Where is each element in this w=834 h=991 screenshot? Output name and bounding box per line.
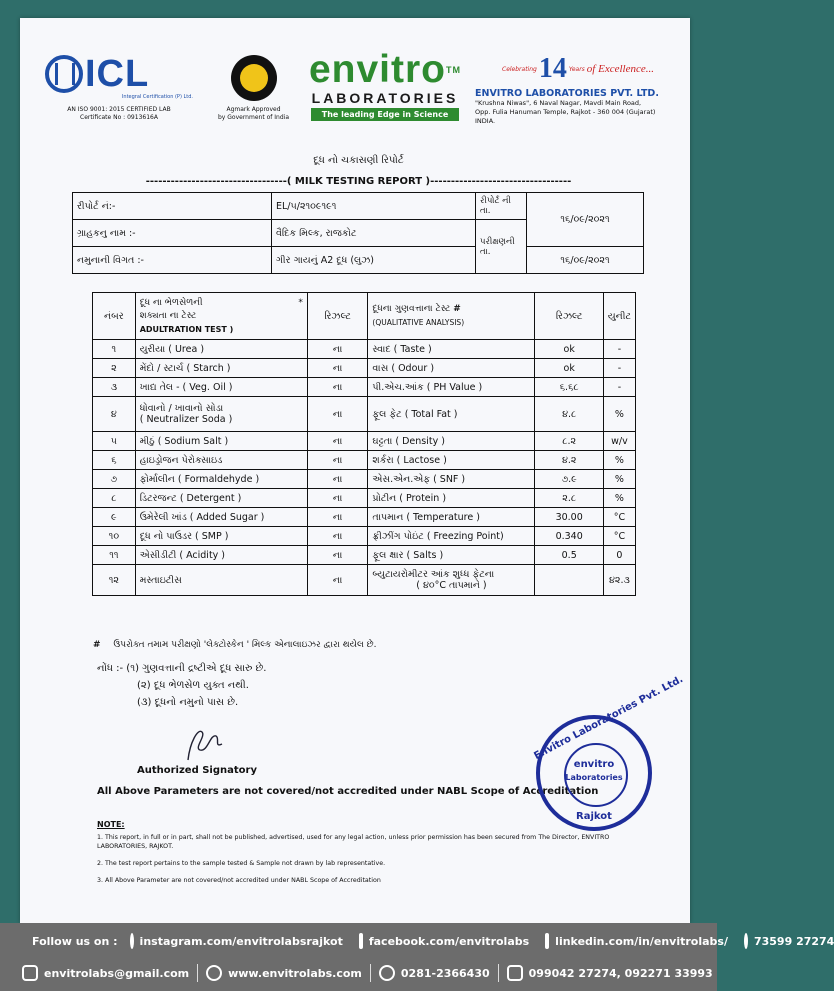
table-body [93,340,636,596]
table-header-row [93,293,636,340]
unit [603,340,635,359]
col-header-result2: રિઝલ્ટ [535,293,603,340]
adulteration-result-text: ના [332,362,343,374]
adulteration-result-text: ના [332,492,343,504]
remarks-label: નોંધ :- [97,663,124,674]
qualitative-test [368,565,535,596]
row-number [93,378,136,397]
adulteration-result [307,451,368,470]
qualitative-test-text: ફૂલ ક્ષાર ( Salts ) [372,549,444,561]
icl-cert-line1: AN ISO 9001: 2015 CERTIFIED LAB [67,106,171,113]
qualitative-result [535,489,603,508]
report-title-english: ----------------------------------( MILK TESTING REPORT )---------------------------------- [145,176,572,187]
unit-text: - [617,343,622,355]
report-no-label: રીપોર્ટ નં:- [73,193,272,220]
unit-text: °C [613,530,626,542]
years-number: 14 [538,53,567,84]
row-number [93,508,136,527]
icl-logo [45,55,193,122]
unit-text: % [614,473,624,485]
row-number [93,340,136,359]
unit-text: ૪૨.૩ [609,574,630,586]
row-number [93,489,136,508]
test-date-label: પરીક્ષણની તા. [476,220,527,274]
adulteration-result [307,546,368,565]
adulteration-test [135,565,307,596]
row-number-text: ૨ [111,362,117,374]
table-row [93,470,636,489]
icl-mark [45,55,193,93]
whatsapp-icon [744,933,748,949]
stamp-center-2: Laboratories [565,773,623,782]
qualitative-test-text: એસ.એન.એફ ( SNF ) [372,473,466,485]
qualitative-result [535,508,603,527]
adulteration-test-text-line2: ( Neutralizer Soda ) [139,414,233,425]
qualitative-result-text: ૨.૮ [562,492,577,504]
phone-icon [379,965,395,981]
qualitative-test [368,527,535,546]
stamp-ring-text: Envitro Laboratories Pvt. Ltd. [532,673,686,763]
adulteration-result-text: ના [332,530,343,542]
report-date-label: રીપોર્ટ ની તા. [476,193,527,220]
customer-label: ગ્રાહકનુ નામ :- [73,220,272,247]
footer-bar [0,923,834,991]
notes-block [97,820,642,893]
unit [603,489,635,508]
icl-cert-line2: Certificate No : 0913616A [80,114,158,121]
row-number-text: ૫ [110,435,117,447]
qualitative-test [368,489,535,508]
adulteration-test-text: મસ્તાઇટીસ [139,574,182,586]
adulteration-header-text1: દૂધ ના ભેળસેળની [139,297,203,308]
customer-value: વૈદિક મિલ્ક, રાજકોટ [272,220,476,247]
qualitative-test [368,546,535,565]
qualitative-header-line2: (QUALITATIVE ANALYSIS) [372,318,465,327]
table-row [93,340,636,359]
table-row [93,527,636,546]
qualitative-result [535,359,603,378]
qualitative-result [535,470,603,489]
col-header-result1: રિઝલ્ટ [307,293,368,340]
qualitative-test-text: બ્યુટાયરોમીટર આંક શુધ્ધ ફેટના [372,569,495,580]
qualitative-test [368,432,535,451]
adulteration-result [307,527,368,546]
adulteration-result [307,470,368,489]
adulteration-test [135,397,307,432]
qualitative-test [368,451,535,470]
row-number [93,397,136,432]
adulteration-result-text: ના [332,408,343,420]
adulteration-result [307,378,368,397]
landline-number: 0281-2366430 [400,966,490,980]
envitro-word: envitro [308,48,447,91]
unit-text: °C [613,511,626,523]
unit-text: w/v [611,435,628,447]
unit [603,546,635,565]
col-header-qualitative [368,293,535,340]
row-number-text: ૧૧ [109,549,119,561]
adulteration-result [307,508,368,527]
globe-icon [45,55,83,93]
row-number [93,432,136,451]
adulteration-header-line3: ADULTRATION TEST ) [139,324,234,334]
follow-label: Follow us on : [32,934,118,948]
envitro-wordmark [305,50,465,90]
unit-text: 0 [616,549,623,561]
row-number-text: ૧૨ [108,574,119,586]
table-row [93,432,636,451]
milk-test-table [92,292,636,596]
analyzer-footnote [93,640,377,650]
adulteration-test-text: ફોર્માલીન ( Formaldehyde ) [139,473,260,485]
unit [603,378,635,397]
authorized-signatory: Authorized Signatory [137,765,257,776]
remarks-block [97,660,266,711]
qualitative-test-text: ઘટ્ટતા ( Density ) [372,435,445,447]
qualitative-test-text: ફ્રીઝીંગ પોઇંટ ( Freezing Point) [372,530,504,542]
adulteration-result-text: ના [332,473,343,485]
adulteration-header-line1 [140,297,303,310]
sample-label: નમુનાની વિગત :- [73,247,272,274]
row-number [93,451,136,470]
instagram-icon [130,933,134,949]
unit-text: - [617,381,622,393]
report-title-gujarati: દૂધ નો ચકાસણી રિપોર્ટ [313,155,404,166]
report-no-value: EL/૫/૨૧૦૯૧૯૧ [272,193,476,220]
remark-3: (૩) દૂધનો નમુનો પાસ છે. [137,697,239,708]
qualitative-result [535,397,603,432]
adulteration-result-text: ના [332,454,343,466]
qualitative-result [535,451,603,470]
adulteration-test [135,527,307,546]
globe-icon [206,965,222,981]
qualitative-test [368,359,535,378]
instagram-link[interactable]: instagram.com/envitrolabsrajkot [139,934,343,948]
adulteration-result [307,359,368,378]
hash-mark: # [453,304,461,314]
table-row [93,489,636,508]
table-row [93,378,636,397]
adulteration-result [307,565,368,596]
adulteration-test [135,378,307,397]
adulteration-test [135,340,307,359]
qualitative-test [368,378,535,397]
adulteration-test-text: મીઠું ( Sodium Salt ) [139,435,229,447]
adulteration-header-line2: શક્યતા ના ટેસ્ટ [139,310,197,321]
adulteration-test-text: મેંદો / સ્ટાર્ચ ( Starch ) [139,362,231,374]
qualitative-result-text: ૬.૬૮ [559,381,579,393]
unit [603,470,635,489]
celebration-badge [502,55,675,83]
adulteration-test [135,359,307,378]
row-number-text: ૩ [110,381,118,393]
adulteration-test [135,432,307,451]
adulteration-test-text: યુરીયા ( Urea ) [139,343,205,355]
qualitative-test-text: તાપમાન ( Temperature ) [372,511,480,523]
adulteration-result-text: ના [332,511,343,523]
notes-heading: NOTE: [97,820,125,829]
adulteration-result-text: ના [332,574,343,586]
qualitative-test [368,397,535,432]
adulteration-test [135,470,307,489]
footer-social-row [0,927,834,955]
sample-value: ગીર ગાયનું A2 દૂધ (લુઝ) [272,247,476,274]
unit [603,359,635,378]
adulteration-test-text: હાઇડ્રોજન પેરોક્સાઇડ [139,454,223,466]
unit [603,565,635,596]
adulteration-result [307,397,368,432]
qualitative-result-text: ok [563,343,575,355]
row-number-text: ૮ [111,492,117,504]
facebook-link[interactable]: facebook.com/envitrolabs [368,934,530,948]
remark-1: (૧) ગુણવત્તાની દ્રષ્ટીએ દૂધ સારુ છે. [126,663,267,674]
website-link[interactable]: www.envitrolabs.com [228,966,362,980]
agmark-caption [206,106,301,122]
whatsapp-number: 73599 27274 [753,934,834,948]
row-number [93,565,136,596]
test-date-value: ૧૬/૦૯/૨૦૨૧ [527,247,644,274]
row-number-text: ૬ [111,454,117,466]
unit-text: % [614,408,624,420]
nabl-disclaimer: All Above Parameters are not covered/not accredited under NABL Scope of Accreditation [97,786,599,797]
envitro-logo [305,50,465,121]
qualitative-result [535,565,603,596]
row-number-text: ૪ [110,408,117,420]
adulteration-test-text: એસીડીટી ( Acidity ) [139,549,226,561]
table-row [93,451,636,470]
unit [603,527,635,546]
stamp-city: Rajkot [576,811,612,822]
qualitative-test-text-line2: ( ૪૦°C તાપમાને ) [416,580,487,591]
linkedin-icon [545,933,549,949]
adulteration-result-text: ના [332,343,343,355]
unit-text: % [614,454,624,466]
row-number-text: ૧ [111,343,117,355]
company-address-line2: Opp. Fulia Hanuman Temple, Rajkot - 360 004 (Gujarat) INDIA. [475,108,656,125]
qualitative-test-text: શર્કરા ( Lactose ) [372,454,447,466]
icl-tagline: Integral Certification (P) Ltd. [121,94,193,100]
footnote-hash: # [93,640,101,650]
stamp-center-1: envitro [573,759,615,770]
adulteration-test-text: ધોવાનો / ખાવાનો સોડા [139,403,224,414]
icl-certificate [45,106,193,122]
email-icon [22,965,38,981]
row-number-text: ૯ [111,511,117,523]
icl-wordmark: ICL [85,53,150,95]
qualitative-result-text: 0.340 [555,530,583,542]
divider [197,964,198,982]
report-info-table [72,192,644,274]
unit [603,508,635,527]
col-header-unit: યુનીટ [603,293,635,340]
adulteration-result [307,489,368,508]
unit [603,432,635,451]
agmark-seal-icon [231,55,277,101]
qualitative-header-text1: દૂધના ગુણવત્તાના ટેસ્ટ [372,304,451,314]
table-row [93,565,636,596]
signature-scribble [180,722,230,764]
years-label: Years [568,65,585,73]
qualitative-test-text: ફૂલ ફેટ ( Total Fat ) [372,408,458,420]
star-mark: * [298,297,303,308]
adulteration-result [307,432,368,451]
qualitative-header-line1 [372,303,530,316]
footer-contact-row [0,959,717,987]
row-number-text: ૭ [110,473,118,485]
adulteration-test [135,451,307,470]
qualitative-result-text: ૪.૮ [562,408,577,420]
unit [603,397,635,432]
mobile-icon [507,965,523,981]
info-row-report-no [73,193,644,220]
email-link[interactable]: envitrolabs@gmail.com [44,966,190,980]
qualitative-test-text: વાસ ( Odour ) [372,362,435,374]
unit-text: % [614,492,624,504]
table-row [93,397,636,432]
adulteration-test-text: ખાદ્ય તેલ - ( Veg. Oil ) [139,381,233,393]
adulteration-result-text: ના [332,549,343,561]
row-number [93,359,136,378]
qualitative-result-text: ૪.૨ [561,454,577,466]
footnote-text: ઉપરોક્ત તમામ પરીક્ષણો 'લેક્ટોસ્કેન ' મિલ્ક એનાલાઇઝર દ્વારા થયેલ છે. [113,640,377,650]
qualitative-result-text: ok [563,362,575,374]
facebook-icon [359,933,363,949]
qualitative-result-text: 0.5 [561,549,577,561]
adulteration-test-text: ડિટરજન્ટ ( Detergent ) [139,492,242,504]
company-stamp [532,673,686,831]
company-block [475,55,675,126]
agmark-line1: Agmark Approved [226,106,281,113]
qualitative-result [535,527,603,546]
adulteration-test [135,489,307,508]
qualitative-result-text: 30.00 [555,511,583,523]
mobile-numbers: 099042 27274, 092271 33993 [528,966,713,980]
agmark-line2: by Government of India [217,114,289,121]
qualitative-test-text: પી.એચ.આંક ( PH Value ) [372,381,483,393]
col-header-adulteration [135,293,307,340]
col-header-no: નંબર [93,293,136,340]
adulteration-result-text: ના [332,381,343,393]
agmark-logo [206,55,301,122]
adulteration-test-text: દૂધ નો પાઉડર ( SMP ) [139,530,229,542]
unit-text: - [617,362,622,374]
table-row [93,508,636,527]
adulteration-test [135,546,307,565]
row-number [93,470,136,489]
envitro-tagline: The leading Edge in Science [311,108,459,121]
company-name: ENVITRO LABORATORIES PVT. LTD. [475,88,659,99]
qualitative-result [535,432,603,451]
table-row [93,359,636,378]
divider [370,964,371,982]
remark-2: (૨) દૂધ ભેળસેળ યુક્ત નથી. [137,680,249,691]
adulteration-test-text: ઉમેરેલી ખાંડ ( Added Sugar ) [139,511,265,523]
qualitative-result-text: ૮.૨ [562,435,577,447]
qualitative-result-text: ૭.૯ [561,473,577,485]
note-1: 1. This report, in full or in part, shall not be published, advertised, used for any legal action, unless prior permission has been secured from The Director, ENVITRO LABORATORIES, RAJKOT. [97,834,610,850]
unit [603,451,635,470]
qualitative-result [535,546,603,565]
remark-line1 [97,660,266,677]
info-row-sample [73,247,644,274]
qualitative-result [535,340,603,359]
table-row [93,546,636,565]
note-2: 2. The test report pertains to the sample tested & Sample not drawn by lab representative. [97,860,386,867]
row-number [93,527,136,546]
adulteration-result-text: ના [332,435,343,447]
note-3: 3. All Above Parameter are not covered/not accredited under NABL Scope of Accreditation [97,877,381,884]
adulteration-result [307,340,368,359]
qualitative-result [535,378,603,397]
trademark-mark: TM [446,65,462,75]
qualitative-test [368,340,535,359]
company-address-line1: "Krushna Niwas", 6 Naval Nagar, Mavdi Main Road, [475,99,642,107]
excellence-text: of Excellence... [586,63,654,75]
envitro-laboratories: LABORATORIES [311,90,459,106]
qualitative-test [368,508,535,527]
report-date-value: ૧૬/૦૯/૨૦૨૧ [527,193,644,247]
qualitative-test-text: સ્વાદ ( Taste ) [372,343,432,355]
linkedin-link[interactable]: linkedin.com/in/envitrolabs/ [555,934,728,948]
celebrating-label: Celebrating [502,65,537,73]
divider [498,964,499,982]
qualitative-test [368,470,535,489]
row-number [93,546,136,565]
row-number-text: ૧૦ [108,530,120,542]
adulteration-test [135,508,307,527]
qualitative-test-text: પ્રોટીન ( Protein ) [372,492,447,504]
